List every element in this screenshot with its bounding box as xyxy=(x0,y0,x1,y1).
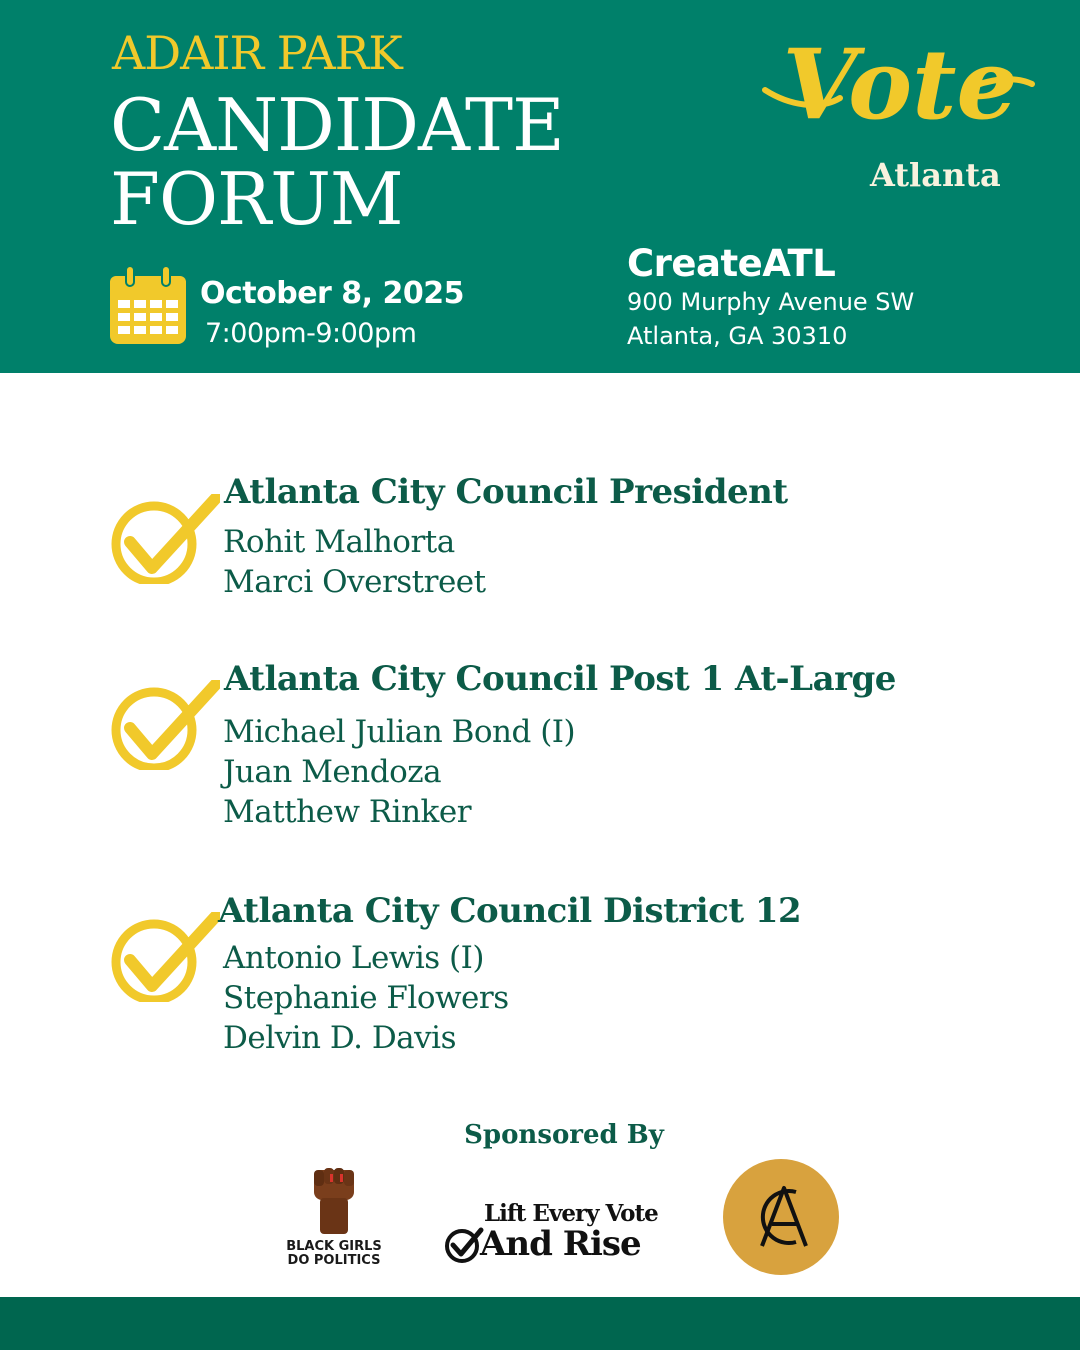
raised-fist-icon xyxy=(310,1164,358,1236)
race-title: Atlanta City Council President xyxy=(224,472,788,512)
checkmark-icon xyxy=(108,912,220,1002)
header-banner xyxy=(0,0,1080,373)
lift-every-vote-and-rise-logo xyxy=(442,1198,664,1264)
event-title-line-2: FORUM xyxy=(110,157,403,241)
levar-line-2: And Rise xyxy=(480,1224,641,1264)
candidate-name: Matthew Rinker xyxy=(223,794,472,830)
check-circle-icon xyxy=(444,1224,484,1264)
event-date: October 8, 2025 xyxy=(200,276,465,311)
candidate-name: Antonio Lewis (I) xyxy=(223,940,484,976)
ca-monogram-text: CA xyxy=(780,1272,782,1273)
venue-name: CreateATL xyxy=(627,242,836,285)
vote-logo-word: Vote xyxy=(782,28,1018,141)
candidate-name: Juan Mendoza xyxy=(223,754,442,790)
sponsored-by-label: Sponsored By xyxy=(464,1120,664,1150)
race-title: Atlanta City Council Post 1 At-Large xyxy=(224,659,896,699)
vote-atlanta-logo xyxy=(760,18,1040,148)
bgdp-line-2: DO POLITICS xyxy=(287,1253,381,1268)
race-title: Atlanta City Council District 12 xyxy=(218,891,802,931)
levar-line-1: Lift Every Vote xyxy=(484,1200,658,1227)
event-title xyxy=(110,83,564,241)
bgdp-line-1: BLACK GIRLS xyxy=(286,1239,382,1254)
venue-address-line-2: Atlanta, GA 30310 xyxy=(627,322,848,350)
checkmark-icon xyxy=(108,680,220,770)
calendar-icon xyxy=(108,264,188,346)
candidate-name: Stephanie Flowers xyxy=(223,980,509,1016)
footer-bar xyxy=(0,1297,1080,1350)
vote-logo-city: Atlanta xyxy=(870,156,1001,194)
candidate-name: Rohit Malhorta xyxy=(223,524,455,560)
black-girls-do-politics-logo xyxy=(270,1162,398,1274)
venue-address-line-1: 900 Murphy Avenue SW xyxy=(627,288,915,316)
checkmark-icon xyxy=(108,494,220,584)
event-title-line-1: CANDIDATE xyxy=(110,83,564,167)
neighborhood-label: ADAIR PARK xyxy=(112,26,402,80)
candidate-name: Marci Overstreet xyxy=(223,564,486,600)
candidate-name: Delvin D. Davis xyxy=(223,1020,456,1056)
event-time: 7:00pm-9:00pm xyxy=(205,318,417,349)
ca-monogram-logo xyxy=(722,1158,840,1276)
candidate-name: Michael Julian Bond (I) xyxy=(223,714,576,750)
